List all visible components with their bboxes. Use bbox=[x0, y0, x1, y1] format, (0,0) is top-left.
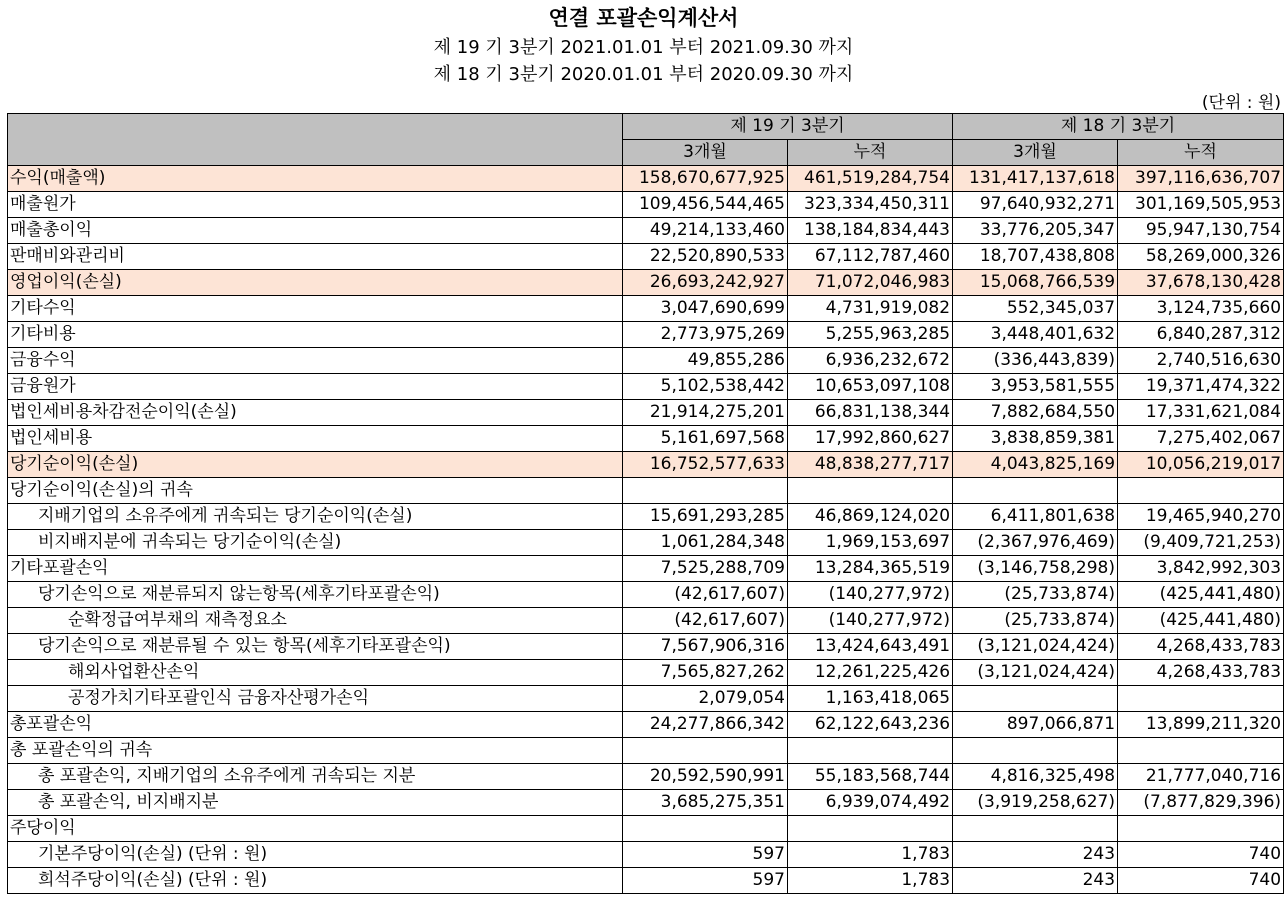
value-cell: 1,783 bbox=[788, 842, 953, 868]
table-row bbox=[8, 712, 1284, 738]
table-row bbox=[8, 218, 1284, 244]
value-cell: 323,334,450,311 bbox=[788, 192, 953, 218]
value-cell: 7,275,402,067 bbox=[1118, 426, 1284, 452]
period-current: 제 19 기 3분기 2021.01.01 부터 2021.09.30 까지 bbox=[433, 37, 854, 58]
row-label: 공정가치기타포괄인식 금융자산평가손익 bbox=[8, 686, 623, 712]
row-label: 주당이익 bbox=[8, 816, 623, 842]
value-cell: 95,947,130,754 bbox=[1118, 218, 1284, 244]
value-cell: 1,783 bbox=[788, 868, 953, 894]
table-row bbox=[8, 530, 1284, 556]
row-label: 매출총이익 bbox=[8, 218, 623, 244]
header-prior-cum: 누적 bbox=[1118, 140, 1284, 166]
table-row bbox=[8, 192, 1284, 218]
value-cell: 3,842,992,303 bbox=[1118, 556, 1284, 582]
row-label: 희석주당이익(손실) (단위 : 원) bbox=[8, 868, 623, 894]
value-cell: 16,752,577,633 bbox=[623, 452, 788, 478]
value-cell: 3,685,275,351 bbox=[623, 790, 788, 816]
table-row bbox=[8, 270, 1284, 296]
value-cell: 1,163,418,065 bbox=[788, 686, 953, 712]
value-cell: 18,707,438,808 bbox=[953, 244, 1118, 270]
value-cell: 4,268,433,783 bbox=[1118, 634, 1284, 660]
row-label: 총 포괄손익의 귀속 bbox=[8, 738, 623, 764]
value-cell: (42,617,607) bbox=[623, 608, 788, 634]
value-cell: (25,733,874) bbox=[953, 582, 1118, 608]
value-cell: 4,816,325,498 bbox=[953, 764, 1118, 790]
value-cell: 19,371,474,322 bbox=[1118, 374, 1284, 400]
value-cell bbox=[953, 816, 1118, 842]
value-cell: 461,519,284,754 bbox=[788, 166, 953, 192]
income-statement-table bbox=[7, 113, 1284, 894]
statement-title: 연결 포괄손익계산서 bbox=[548, 6, 739, 30]
value-cell bbox=[623, 478, 788, 504]
row-label: 해외사업환산손익 bbox=[8, 660, 623, 686]
value-cell bbox=[623, 738, 788, 764]
value-cell: (3,919,258,627) bbox=[953, 790, 1118, 816]
value-cell bbox=[953, 478, 1118, 504]
value-cell: 19,465,940,270 bbox=[1118, 504, 1284, 530]
value-cell: 740 bbox=[1118, 868, 1284, 894]
row-label: 지배기업의 소유주에게 귀속되는 당기순이익(손실) bbox=[8, 504, 623, 530]
value-cell: (425,441,480) bbox=[1118, 582, 1284, 608]
value-cell: 6,936,232,672 bbox=[788, 348, 953, 374]
header-prior-3m: 3개월 bbox=[953, 140, 1118, 166]
table-row bbox=[8, 374, 1284, 400]
value-cell: (336,443,839) bbox=[953, 348, 1118, 374]
value-cell: (425,441,480) bbox=[1118, 608, 1284, 634]
row-label: 법인세비용 bbox=[8, 426, 623, 452]
value-cell: 7,525,288,709 bbox=[623, 556, 788, 582]
value-cell: 6,840,287,312 bbox=[1118, 322, 1284, 348]
value-cell bbox=[788, 816, 953, 842]
value-cell: 58,269,000,326 bbox=[1118, 244, 1284, 270]
value-cell: 20,592,590,991 bbox=[623, 764, 788, 790]
row-label: 총포괄손익 bbox=[8, 712, 623, 738]
value-cell: 17,992,860,627 bbox=[788, 426, 953, 452]
table-row bbox=[8, 348, 1284, 374]
value-cell: 21,914,275,201 bbox=[623, 400, 788, 426]
value-cell: 243 bbox=[953, 842, 1118, 868]
table-row bbox=[8, 686, 1284, 712]
row-label: 기본주당이익(손실) (단위 : 원) bbox=[8, 842, 623, 868]
row-label: 총 포괄손익, 지배기업의 소유주에게 귀속되는 지분 bbox=[8, 764, 623, 790]
value-cell: 2,740,516,630 bbox=[1118, 348, 1284, 374]
value-cell: 49,855,286 bbox=[623, 348, 788, 374]
value-cell: 597 bbox=[623, 868, 788, 894]
value-cell: 37,678,130,428 bbox=[1118, 270, 1284, 296]
table-row bbox=[8, 582, 1284, 608]
value-cell: 21,777,040,716 bbox=[1118, 764, 1284, 790]
value-cell: (140,277,972) bbox=[788, 608, 953, 634]
value-cell: 7,882,684,550 bbox=[953, 400, 1118, 426]
value-cell: 301,169,505,953 bbox=[1118, 192, 1284, 218]
table-row bbox=[8, 634, 1284, 660]
value-cell: 33,776,205,347 bbox=[953, 218, 1118, 244]
value-cell: 66,831,138,344 bbox=[788, 400, 953, 426]
value-cell: 5,102,538,442 bbox=[623, 374, 788, 400]
value-cell: 97,640,932,271 bbox=[953, 192, 1118, 218]
row-label: 당기순이익(손실) bbox=[8, 452, 623, 478]
value-cell bbox=[1118, 478, 1284, 504]
value-cell bbox=[788, 478, 953, 504]
row-label: 순확정급여부채의 재측정요소 bbox=[8, 608, 623, 634]
value-cell: (7,877,829,396) bbox=[1118, 790, 1284, 816]
value-cell: 897,066,871 bbox=[953, 712, 1118, 738]
row-label: 기타수익 bbox=[8, 296, 623, 322]
value-cell: 3,047,690,699 bbox=[623, 296, 788, 322]
table-row bbox=[8, 868, 1284, 894]
value-cell: 22,520,890,533 bbox=[623, 244, 788, 270]
row-label: 영업이익(손실) bbox=[8, 270, 623, 296]
header-group-current: 제 19 기 3분기 bbox=[623, 114, 953, 140]
value-cell: 4,731,919,082 bbox=[788, 296, 953, 322]
value-cell: 109,456,544,465 bbox=[623, 192, 788, 218]
table-row bbox=[8, 244, 1284, 270]
value-cell bbox=[623, 816, 788, 842]
value-cell: 48,838,277,717 bbox=[788, 452, 953, 478]
row-label: 당기순이익(손실)의 귀속 bbox=[8, 478, 623, 504]
value-cell: 1,061,284,348 bbox=[623, 530, 788, 556]
value-cell: (9,409,721,253) bbox=[1118, 530, 1284, 556]
header-current-3m: 3개월 bbox=[623, 140, 788, 166]
row-label: 매출원가 bbox=[8, 192, 623, 218]
row-label: 수익(매출액) bbox=[8, 166, 623, 192]
value-cell: 3,838,859,381 bbox=[953, 426, 1118, 452]
value-cell: 12,261,225,426 bbox=[788, 660, 953, 686]
row-label: 법인세비용차감전순이익(손실) bbox=[8, 400, 623, 426]
value-cell bbox=[953, 686, 1118, 712]
unit-label: (단위 : 원) bbox=[1201, 93, 1281, 113]
value-cell: 131,417,137,618 bbox=[953, 166, 1118, 192]
table-row bbox=[8, 608, 1284, 634]
value-cell: 17,331,621,084 bbox=[1118, 400, 1284, 426]
value-cell: 7,567,906,316 bbox=[623, 634, 788, 660]
row-label: 기타비용 bbox=[8, 322, 623, 348]
value-cell: (3,146,758,298) bbox=[953, 556, 1118, 582]
value-cell: 3,448,401,632 bbox=[953, 322, 1118, 348]
value-cell: 10,056,219,017 bbox=[1118, 452, 1284, 478]
value-cell: 3,124,735,660 bbox=[1118, 296, 1284, 322]
value-cell: 4,268,433,783 bbox=[1118, 660, 1284, 686]
value-cell: 552,345,037 bbox=[953, 296, 1118, 322]
value-cell: 13,284,365,519 bbox=[788, 556, 953, 582]
value-cell bbox=[1118, 738, 1284, 764]
table-row bbox=[8, 426, 1284, 452]
value-cell: 46,869,124,020 bbox=[788, 504, 953, 530]
value-cell bbox=[1118, 686, 1284, 712]
table-row bbox=[8, 816, 1284, 842]
value-cell: 62,122,643,236 bbox=[788, 712, 953, 738]
value-cell: 1,969,153,697 bbox=[788, 530, 953, 556]
value-cell: (2,367,976,469) bbox=[953, 530, 1118, 556]
value-cell: 4,043,825,169 bbox=[953, 452, 1118, 478]
value-cell: 71,072,046,983 bbox=[788, 270, 953, 296]
value-cell: 243 bbox=[953, 868, 1118, 894]
table-row bbox=[8, 764, 1284, 790]
header-label-cell bbox=[8, 114, 623, 166]
value-cell: 49,214,133,460 bbox=[623, 218, 788, 244]
value-cell: 26,693,242,927 bbox=[623, 270, 788, 296]
row-label: 기타포괄손익 bbox=[8, 556, 623, 582]
row-label: 금융원가 bbox=[8, 374, 623, 400]
value-cell bbox=[788, 738, 953, 764]
row-label: 총 포괄손익, 비지배지분 bbox=[8, 790, 623, 816]
table-row bbox=[8, 296, 1284, 322]
header-current-cum: 누적 bbox=[788, 140, 953, 166]
value-cell: 397,116,636,707 bbox=[1118, 166, 1284, 192]
value-cell: 3,953,581,555 bbox=[953, 374, 1118, 400]
value-cell: 13,424,643,491 bbox=[788, 634, 953, 660]
value-cell: 13,899,211,320 bbox=[1118, 712, 1284, 738]
value-cell: 597 bbox=[623, 842, 788, 868]
table-row bbox=[8, 400, 1284, 426]
value-cell: 55,183,568,744 bbox=[788, 764, 953, 790]
row-label: 금융수익 bbox=[8, 348, 623, 374]
table-row bbox=[8, 790, 1284, 816]
row-label: 비지배지분에 귀속되는 당기순이익(손실) bbox=[8, 530, 623, 556]
value-cell: (25,733,874) bbox=[953, 608, 1118, 634]
value-cell: (140,277,972) bbox=[788, 582, 953, 608]
value-cell bbox=[953, 738, 1118, 764]
table-row bbox=[8, 322, 1284, 348]
table-row bbox=[8, 660, 1284, 686]
row-label: 당기손익으로 재분류될 수 있는 항목(세후기타포괄손익) bbox=[8, 634, 623, 660]
value-cell: 138,184,834,443 bbox=[788, 218, 953, 244]
value-cell: 15,691,293,285 bbox=[623, 504, 788, 530]
value-cell: 2,079,054 bbox=[623, 686, 788, 712]
value-cell: 2,773,975,269 bbox=[623, 322, 788, 348]
table-row bbox=[8, 504, 1284, 530]
table-row bbox=[8, 166, 1284, 192]
table-row bbox=[8, 478, 1284, 504]
row-label: 판매비와관리비 bbox=[8, 244, 623, 270]
table-row bbox=[8, 556, 1284, 582]
value-cell: 24,277,866,342 bbox=[623, 712, 788, 738]
value-cell: (42,617,607) bbox=[623, 582, 788, 608]
value-cell: 6,411,801,638 bbox=[953, 504, 1118, 530]
value-cell bbox=[1118, 816, 1284, 842]
value-cell: 158,670,677,925 bbox=[623, 166, 788, 192]
value-cell: 6,939,074,492 bbox=[788, 790, 953, 816]
period-prior: 제 18 기 3분기 2020.01.01 부터 2020.09.30 까지 bbox=[433, 64, 854, 85]
value-cell: 7,565,827,262 bbox=[623, 660, 788, 686]
value-cell: (3,121,024,424) bbox=[953, 660, 1118, 686]
value-cell: 10,653,097,108 bbox=[788, 374, 953, 400]
table-row bbox=[8, 452, 1284, 478]
table-row bbox=[8, 842, 1284, 868]
value-cell: (3,121,024,424) bbox=[953, 634, 1118, 660]
value-cell: 5,255,963,285 bbox=[788, 322, 953, 348]
header-row-groups bbox=[8, 114, 1284, 140]
header-group-prior: 제 18 기 3분기 bbox=[953, 114, 1284, 140]
table-row bbox=[8, 738, 1284, 764]
value-cell: 740 bbox=[1118, 842, 1284, 868]
value-cell: 67,112,787,460 bbox=[788, 244, 953, 270]
value-cell: 15,068,766,539 bbox=[953, 270, 1118, 296]
value-cell: 5,161,697,568 bbox=[623, 426, 788, 452]
row-label: 당기손익으로 재분류되지 않는항목(세후기타포괄손익) bbox=[8, 582, 623, 608]
